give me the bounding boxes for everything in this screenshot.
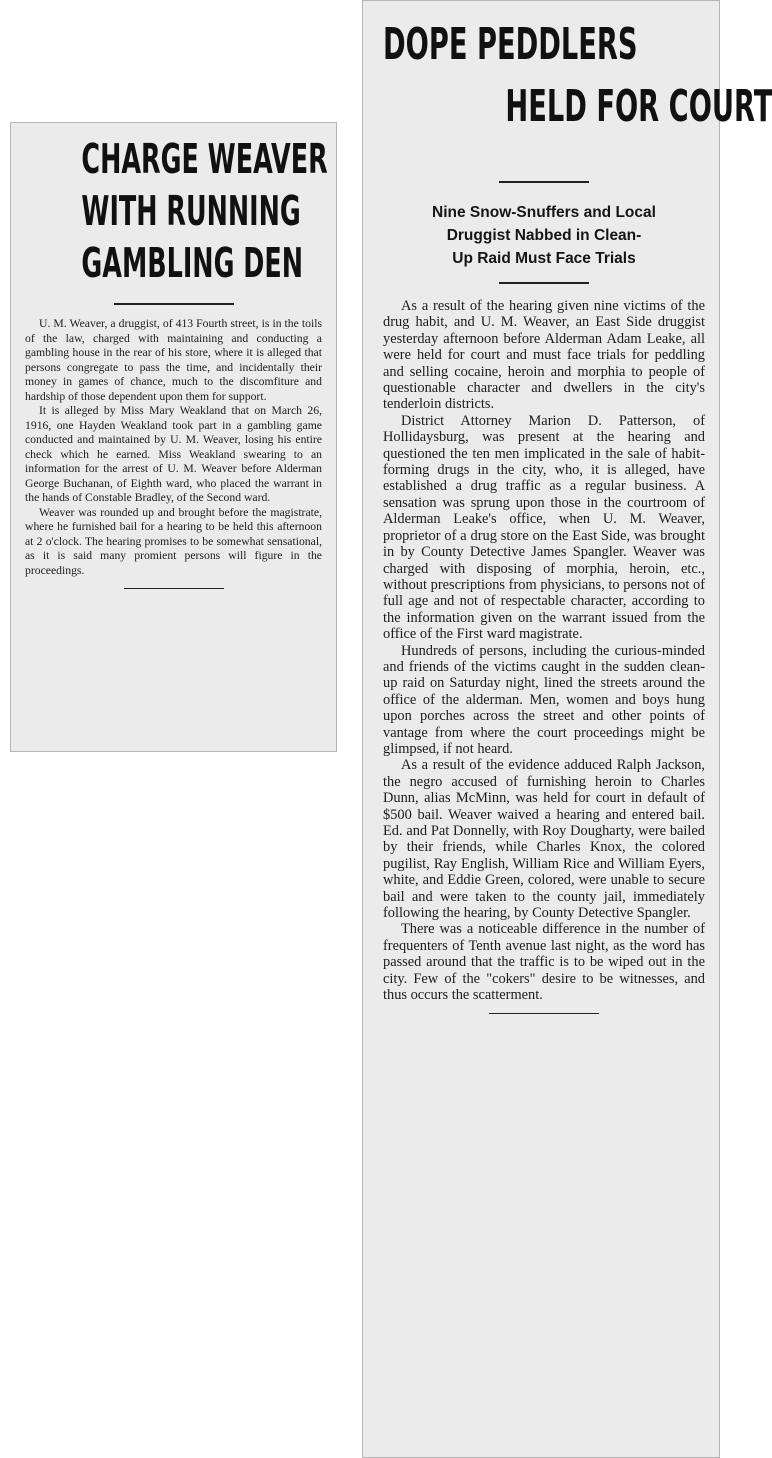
right-headline-line-1: DOPE PEDDLERS bbox=[383, 19, 638, 70]
right-headline-rule bbox=[499, 181, 589, 183]
left-headline-line-3: GAMBLING DEN bbox=[81, 239, 304, 287]
right-paragraph-5: There was a noticeable difference in the number of frequenters of Tenth avenue last night, as the word has passed around that the traffic is to be wiped out in the city. Few of the "cokers" desire to be witnesses, and thus occurs the scatterment. bbox=[383, 921, 705, 1004]
left-article-body bbox=[25, 317, 322, 578]
right-article-clipping bbox=[362, 0, 772, 1458]
right-deck-line-2: Druggist Nabbed in Clean- bbox=[446, 227, 642, 244]
left-headline-line-2: WITH RUNNING bbox=[81, 187, 301, 235]
right-headline-line-2: HELD FOR COURT bbox=[505, 81, 772, 132]
right-end-rule bbox=[489, 1013, 599, 1014]
right-paragraph-1: As a result of the hearing given nine victims of the drug habit, and U. M. Weaver, an East Side druggist yesterday afternoon before Alderman Adam Leake, all were held for court and must face trials for peddling and selling cocaine, heroin and morphia to people of questionable character and dwellers in the city's tenderloin districts. bbox=[383, 298, 705, 413]
left-paragraph-2: It is alleged by Miss Mary Weakland that on March 26, 1916, one Hayden Weakland took part in a gambling game conducted and maintained by U. M. Weaver, losing his entire check which he earned. Miss Weakland swearing to an information for the arrest of U. M. Weaver before Alderman George Buchanan, of Eighth ward, who placed the warrant in the hands of Constable Bradley, of the Second ward. bbox=[25, 404, 322, 504]
right-deck-rule bbox=[499, 282, 589, 284]
right-article-body bbox=[383, 298, 705, 1003]
left-headline-rule bbox=[114, 303, 234, 305]
left-paragraph-3: Weaver was rounded up and brought before the magistrate, where he furnished bail for a hearing to be held this afternoon at 2 o'clock. The hearing promises to be somewhat sensational, as it is said many promient persons will figure in the proceedings. bbox=[25, 505, 322, 577]
left-paragraph-1: U. M. Weaver, a druggist, of 413 Fourth street, is in the toils of the law, charged with maintaining and conducting a gambling house in the rear of his store, where it is alleged that persons congregate to pass the time, and incidentally their money in games of chance, much to the discomfiture and hardship of those dependent upon them for support. bbox=[25, 317, 322, 403]
right-paragraph-4: As a result of the evidence adduced Ralph Jackson, the negro accused of furnishing heroin to Charles Dunn, alias McMinn, was held for court in default of $500 bail. Weaver waived a hearing and entered bail. Ed. and Pat Donnelly, with Roy Dougharty, were bailed by their friends, while Charles Knox, the colored pugilist, Ray English, William Rice and William Eyers, white, and Eddie Green, colored, were unable to secure bail and were taken to the county jail, immediately following the hearing, by County Detective Spangler. bbox=[383, 757, 705, 922]
left-end-rule bbox=[124, 588, 224, 589]
right-deck-line-1: Nine Snow-Snuffers and Local bbox=[432, 204, 656, 221]
left-article-clipping bbox=[10, 122, 337, 752]
left-headline-line-1: CHARGE WEAVER bbox=[81, 135, 328, 183]
right-deck-line-3: Up Raid Must Face Trials bbox=[452, 250, 636, 267]
right-paragraph-3: Hundreds of persons, including the curious-minded and friends of the victims caught in the sudden clean-up raid on Saturday night, lined the streets around the office of the alderman. Men, women and boys hung upon porches across the street and other points of vantage from where the court proceedings might be glimpsed, if not heard. bbox=[383, 642, 705, 757]
right-paragraph-2: District Attorney Marion D. Patterson, of Hollidaysburg, was present at the hearing and questioned the ten men implicated in the sale of habit-forming drugs in the city, who, it is alleged, have established a drug traffic as a regular business. A sensation was sprung upon those in the courtroom of Alderman Leake's office, when U. M. Weaver, proprietor of a drug store on the East Side, was brought in by County Detective James Spangler. Weaver was charged with disposing of morphia, heroin, etc., without prescriptions from physicians, to persons not of full age and not of respectable character, according to the information given on the warrant issued from the office of the First ward magistrate. bbox=[383, 412, 705, 643]
